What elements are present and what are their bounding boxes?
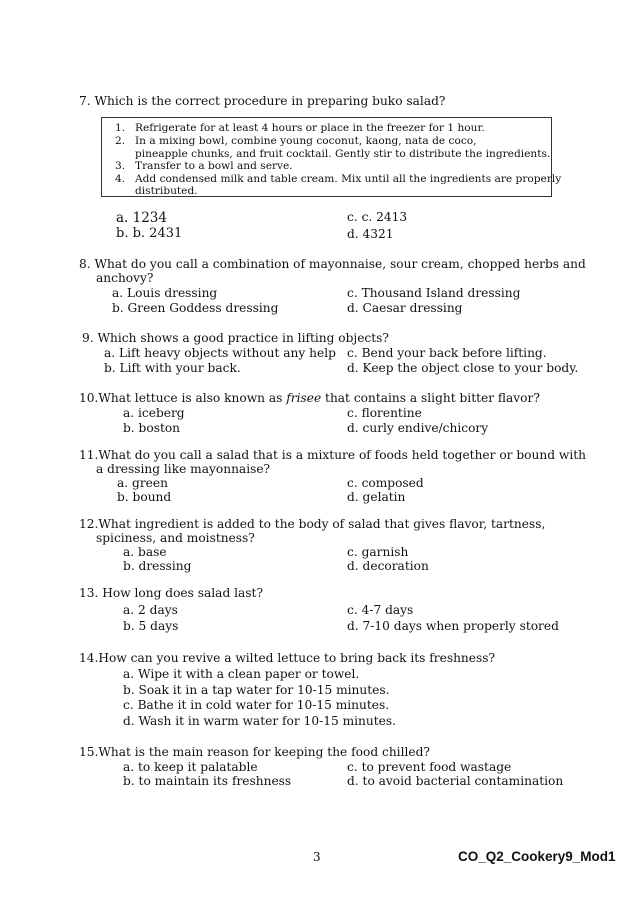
choice-c: c. composed [347,476,424,490]
italic-term: frisee [286,391,322,405]
choice-d: d. gelatin [347,490,406,504]
question-12-stem-cont: spiciness, and moistness? [96,531,255,545]
question-8-stem: 8. What do you call a combination of mayonnaise, sour cream, chopped herbs and [79,257,586,271]
choice-d: d. Wash it in warm water for 10-15 minutes. [123,714,396,728]
choice-b: b. 5 days [123,619,179,633]
step-text: Transfer to a bowl and serve. [135,160,293,172]
question-11-stem-cont: a dressing like mayonnaise? [96,462,271,476]
choice-a: a. iceberg [123,406,185,420]
question-7-stem: 7. Which is the correct procedure in preparing buko salad? [79,94,446,108]
question-15-stem: 15.What is the main reason for keeping the food chilled? [79,745,430,759]
choice-c: c. 4-7 days [347,603,414,617]
question-10-stem: 10.What lettuce is also known as frisee that contains a slight bitter flavor? [79,391,540,405]
choice-b: b. b. 2431 [116,226,183,241]
choice-a: a. 1234 [116,210,167,226]
choice-b: b. boston [123,421,181,435]
choice-b: b. Green Goddess dressing [112,301,279,315]
step-number: 4. [115,173,126,185]
choice-d: d. decoration [347,559,429,573]
choice-b: b. to maintain its freshness [123,774,292,788]
choice-c: c. Thousand Island dressing [347,286,521,300]
step-number: 2. [115,135,126,147]
step-text: Add condensed milk and table cream. Mix until all the ingredients are properly [135,173,562,185]
choice-a: a. green [117,476,168,490]
module-code: CO_Q2_Cookery9_Mod1 [458,849,616,864]
step-number: 1. [115,122,126,134]
choice-c: c. to prevent food wastage [347,760,512,774]
choice-d: d. 4321 [347,227,394,241]
choice-a: a. Louis dressing [112,286,218,300]
page-number: 3 [313,850,321,864]
step-text: distributed. [135,185,198,197]
procedure-steps-box [101,117,562,197]
choice-d: d. curly endive/chicory [347,421,489,435]
question-13-stem: 13. How long does salad last? [79,586,263,600]
choice-a: a. base [123,545,167,559]
choice-d: d. Caesar dressing [347,301,463,315]
choice-d: d. to avoid bacterial contamination [347,774,564,788]
choice-c: c. Bend your back before lifting. [347,346,547,360]
choice-a: a. 2 days [123,603,178,617]
step-text: In a mixing bowl, combine young coconut, kaong, nata de coco, [135,135,477,147]
choice-c: c. Bathe it in cold water for 10-15 minutes. [123,698,390,712]
question-8-stem-cont: anchovy? [96,271,154,285]
step-text: Refrigerate for at least 4 hours or place in the freezer for 1 hour. [135,122,485,134]
choice-b: b. Lift with your back. [104,361,241,375]
step-text: pineapple chunks, and fruit cocktail. Gently stir to distribute the ingredients. [135,148,551,160]
choice-b: b. dressing [123,559,192,573]
choice-c: c. c. 2413 [347,210,408,224]
step-number: 3. [115,160,126,172]
question-14-stem: 14.How can you revive a wilted lettuce to bring back its freshness? [79,651,496,665]
choice-a: a. Wipe it with a clean paper or towel. [123,667,360,681]
choice-b: b. bound [117,490,172,504]
choice-c: c. garnish [347,545,409,559]
choice-b: b. Soak it in a tap water for 10-15 minutes. [123,683,390,697]
choice-a: a. Lift heavy objects without any help [104,346,336,360]
question-11-stem: 11.What do you call a salad that is a mixture of foods held together or bound with [79,448,586,462]
choice-c: c. florentine [347,406,422,420]
question-9-stem: 9. Which shows a good practice in lifting objects? [82,331,389,345]
choice-d: d. 7-10 days when properly stored [347,619,559,633]
question-12-stem: 12.What ingredient is added to the body of salad that gives flavor, tartness, [79,517,546,531]
choice-d: d. Keep the object close to your body. [347,361,579,375]
choice-a: a. to keep it palatable [123,760,258,774]
